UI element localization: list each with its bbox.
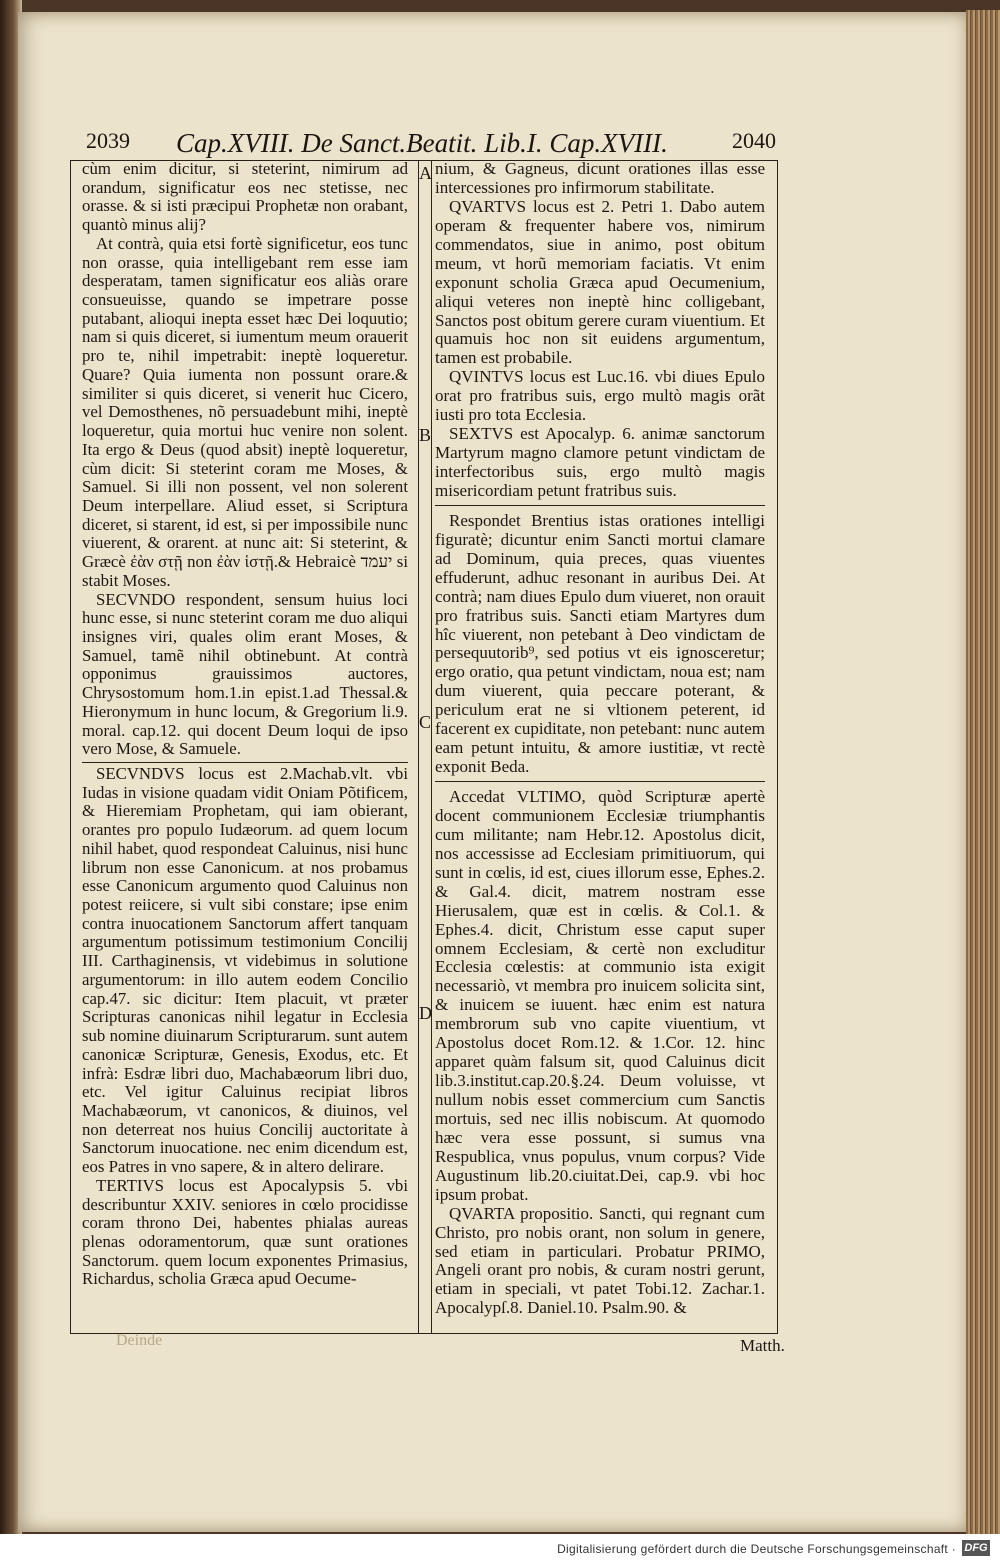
section-rule bbox=[82, 762, 408, 763]
left-paragraph: SECVNDO respondent, sensum huius loci hunc esse, si nunc steterint coram me duo aliqui insignes viri, quales olim erant Moses, & Samuel, tamẽ nihil obtinebunt. At contrà opponimus grauissimos auctores, Chrysostomum hom.1.in epist.1.ad Thessal.& Hieronymum in hunc locum, & Gregorium li.9. moral. cap.12. qui docent Deum loqui de ipso vero Mose, & Samuele. bbox=[82, 589, 408, 759]
right-column bbox=[435, 160, 765, 1318]
section-rule bbox=[435, 505, 765, 506]
running-title: Cap.XVIII. De Sanct.Beatit. Lib.I. Cap.XVIII. bbox=[176, 128, 668, 158]
running-header bbox=[86, 128, 776, 156]
dfg-logo-icon: DFG bbox=[962, 1540, 990, 1556]
offset-print-word: Deinde bbox=[116, 1332, 163, 1349]
section-rule bbox=[435, 781, 765, 782]
left-paragraph: SECVNDVS locus est 2.Machab.vlt. vbi Iudas in visione quadam vidit Oniam Põtificem, & Hieremiam Prophetam, qui iam obierant, orantes pro populo Iudæorum. ad quem locum nihil habet, quod respondeat Caluinus, nisi hunc librum non esse Canonicum. at nos probamus esse Canonicum argumento quod Caluinus non potest reiicere, si vult sibi constare; ipse enim contra inuocationem Sanctorum affert tanquam argumentum potissimum testimonium Concilij III. Carthaginensis, vt videbimus in solutione argumentorum: in illo autem eodem Concilio cap.47. sic dicitur: Item placuit, vt præter Scripturas canonicas nihil legatur in Ecclesia sub nomine diuinarum Scripturarum. sunt autem canonicæ Scripturæ, Genesis, Exodus, etc. Et infrà: Esdræ libri duo, Machabæorum libri duo, etc. Vel igitur Caluinus recipiat libros Machabæorum, vt canonicos, & diuinos, vel non deterreat nos huius Concilij auctoritate à Sanctorum inuocatione. nec enim dicendum est, eos Patres in vno sapere, & in altero delirare. bbox=[82, 764, 408, 1177]
left-column bbox=[82, 160, 408, 1289]
right-paragraph: Respondet Brentius istas orationes intelligi figuratè; dicuntur enim Sancti mortui clamare ad Dominum, quia preces, quas viuentes effuderunt, adhuc resonant in auribus Dei. At contrà; nam diues Epulo dum viueret, non orauit pro fratribus suis. Sancti etiam Martyres dum hîc viuerent, non petebant à Deo vindictam de persequutorib⁹, sed potius vt eis ignosceretur; ergo oratio, qua petunt vindictam, noua est; nam dum viuerent, quia peccare poterant, & periculum erat ne si vltionem peterent, id facerent ex cupiditate, non petebant: nunc autem eam petunt intuitu, & amore iustitiæ, vt rectè exponit Beda. bbox=[435, 510, 765, 777]
right-paragraph: QVARTA propositio. Sancti, qui regnant cum Christo, pro nobis orant, non solum in genere, sed etiam in particulari. Probatur PRIMO, Angeli orant pro nobis, & curam nostri gerunt, etiam in speciali, vt patet Tobi.12. Zachar.1. Apocalypſ.8. Daniel.10. Psalm.90. & bbox=[435, 1203, 765, 1318]
margin-marker-d: D bbox=[419, 1003, 432, 1023]
page-number-left: 2039 bbox=[86, 128, 130, 153]
right-paragraph: Accedat VLTIMO, quòd Scripturæ apertè docent communionem Ecclesiæ triumphantis cum militante; nam Hebr.12. Apostolus dicit, nos accessisse ad Ecclesiam primitiuorum, qui sunt in cœlis, id est, ciues illorum esse, Ephes.2. & Gal.4. dicit, matrem nostram esse Hierusalem, quæ est in cœlis. & Col.1. & Ephes.4. dicit, Christum esse caput super omnem Ecclesiam, & certè non excluditur Ecclesia cœlestis: at communio ista exigit necessariò, vt membra pro inuicem solicita sint, & inuicem se iuuent. hæc enim est natura membrorum sub vno capite viuentium, vt Apostolus docet Rom.12. & 1.Cor. 12. hinc apparet quàm falsum sit, quod Caluinus dicit lib.3.institut.cap.20.§.24. Deum voluisse, vt nullum nobis esset commercium cum Sanctis mortuis, sed nec illis nobiscum. At quomodo hæc vera esse possunt, si sumus vna Respublica, vnus populus, vnum corpus? Vide Augustinum lib.20.ciuitat.Dei, cap.9. vbi hoc ipsum probat. bbox=[435, 787, 765, 1204]
margin-marker-b: B bbox=[419, 425, 432, 445]
margin-marker-a: A bbox=[419, 163, 432, 183]
footer-credit: Digitalisierung gefördert durch die Deutsche Forschungsgemeinschaft · bbox=[557, 1542, 956, 1556]
margin-marker-c: C bbox=[419, 712, 432, 732]
left-paragraph: cùm enim dicitur, si steterint, nimirum ad orandum, significatur eos nec stetisse, nec orasse. & si isti præcipui Prophetæ non orabant, quantò minus alij? bbox=[82, 159, 408, 235]
catchword: Matth. bbox=[740, 1336, 785, 1355]
right-paragraph: SEXTVS est Apocalyp. 6. animæ sanctorum Martyrum magno clamore petunt vindictam de interfectoribus suis, ergo multò magis misericordiam petunt fratribus suis. bbox=[435, 424, 765, 500]
right-paragraph: QVINTVS locus est Luc.16. vbi diues Epulo orat pro fratribus suis, ergo multò magis orãt iusti pro tota Ecclesia. bbox=[435, 367, 765, 425]
left-paragraph: TERTIVS locus est Apocalypsis 5. vbi describuntur XXIV. seniores in cœlo procidisse coram throno Dei, habentes phialas aureas plenas odoramentorum, quæ sunt orationes Sanctorum. quem locum exponentes Primasius, Richardus, scholia Græca apud Oecume- bbox=[82, 1175, 408, 1289]
right-paragraph: nium, & Gagneus, dicunt orationes illas esse intercessiones pro infirmorum stabilitate. bbox=[435, 159, 765, 197]
footer-bar bbox=[0, 1534, 1000, 1563]
page-edges bbox=[966, 10, 1000, 1534]
page-number-right: 2040 bbox=[732, 128, 776, 153]
column-divider bbox=[418, 160, 432, 1334]
right-paragraph: QVARTVS locus est 2. Petri 1. Dabo autem operam & frequenter habere vos, nimirum commendatos, siue in animo, post obitum meum, vt horũ memoriam faciatis. Vt enim exponunt scholia Græca apud Oecumenium, aliqui veteres non ineptè hinc colligebant, Sanctos post obitum gerere curam viuentium. Et quamuis hoc non sit euidens argumentum, tamen est probabile. bbox=[435, 196, 765, 368]
left-paragraph: At contrà, quia etsi fortè significetur, eos tunc non orasse, quia intelligebant rem esse iam desperatam, tamen significatur eos aliàs orare consueuisse, quando se impetrare posse putabant, alioqui inepta esset hæc Dei loquutio; nam si quis diceret, si iumentum meum orauerit pro te, nihil impetrabit: ineptè loqueretur. Quare? Quia iumenta non possunt orare.& similiter si quis diceret, si venerit huc Cicero, vel Demosthenes, nõ persuadebunt mihi, ineptè loqueretur, quia mortui huc venire non solent. Ita ergo & Deus (quod absit) ineptè loqueretur, cùm dicit: Si steterint coram me Moses, & Samuel. Si illi non possent, vel non solerent Deum interpellare. Aliud esset, si Scriptura diceret, si starent, id est, si per impossibile nunc viuerent, & orarent. at nunc ait: Si steterint, & Græcè ἐὰν στῇ non ἐὰν ἱστῇ.& Hebraicè יעמד si stabit Moses. bbox=[82, 233, 409, 590]
